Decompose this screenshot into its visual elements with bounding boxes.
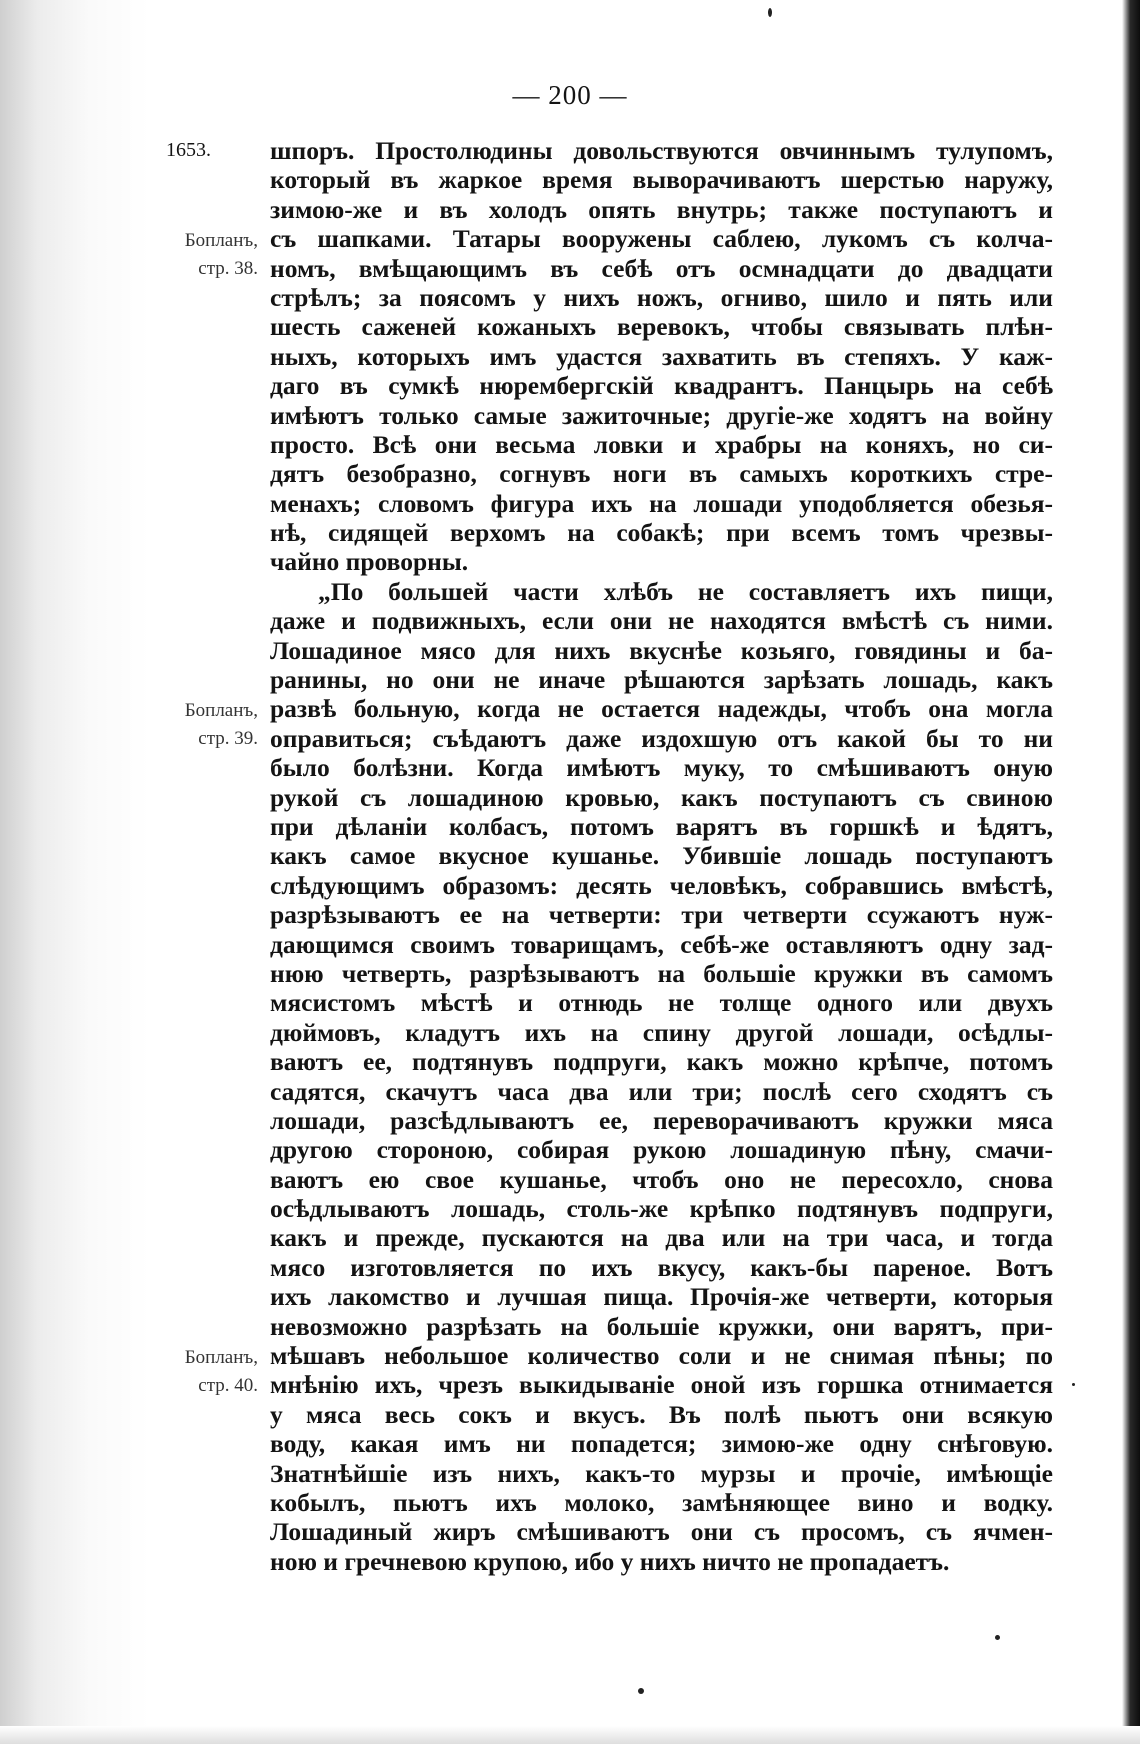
text-line: садятся, скачутъ часа два или три; послѣ сего сходятъ съ	[270, 1076, 1053, 1106]
text-line: мясистомъ мѣстѣ и отнюдь не толще одного или двухъ	[270, 988, 1053, 1018]
text-line: мнѣнію ихъ, чрезъ выкидываніе оной изъ горшка отнимается	[270, 1370, 1053, 1400]
text-line: Лошадиное мясо для нихъ вкуснѣе козьяго, говядины и ба-	[270, 635, 1053, 665]
text-line: нюю четверть, разрѣзываютъ на большіе кружки въ самомъ	[270, 958, 1053, 988]
margin-note-page: стр. 38.	[198, 258, 258, 279]
text-line: кобылъ, пьютъ ихъ молоко, замѣняющее вино и водку.	[270, 1487, 1053, 1517]
margin-note-author: Бопланъ,	[184, 230, 258, 251]
scan-speck	[1072, 1383, 1075, 1386]
text-line: какъ и прежде, пускаются на два или на три часа, и тогда	[270, 1223, 1053, 1253]
text-line: Знатнѣйшіе изъ нихъ, какъ-то мурзы и прочіе, имѣющіе	[270, 1458, 1053, 1488]
text-line: у мяса весь сокъ и вкусъ. Въ полѣ пьютъ они всякую	[270, 1399, 1053, 1429]
scan-speck	[995, 1635, 1000, 1640]
text-line: мясо изготовляется по ихъ вкусу, какъ-бы пареное. Вотъ	[270, 1252, 1053, 1282]
text-line: даго въ сумкѣ нюрембергскій квадрантъ. Панцырь на себѣ	[270, 371, 1053, 401]
margin-year: 1653.	[166, 139, 211, 161]
text-line: зимою-же и въ холодъ опять внутрь; также поступаютъ и	[270, 194, 1053, 224]
text-line: имѣютъ только самые зажиточные; другіе-же ходятъ на войну	[270, 400, 1053, 430]
scan-speck	[638, 1688, 644, 1694]
text-line: ваютъ ее, подтянувъ подпруги, какъ можно крѣпче, потомъ	[270, 1047, 1053, 1077]
text-line: просто. Всѣ они весьма ловки и храбры на коняхъ, но си-	[270, 429, 1053, 459]
text-line: при дѣланіи колбасъ, потомъ варятъ въ горшкѣ и ѣдятъ,	[270, 811, 1053, 841]
text-line: ныхъ, которыхъ имъ удастся захватить въ степяхъ. У каж-	[270, 341, 1053, 371]
text-line: съ шапками. Татары вооружены саблею, лукомъ съ колча-	[270, 224, 1053, 254]
text-line-paragraph-end: чайно проворны.	[270, 547, 469, 577]
text-line: дюймовъ, кладутъ ихъ на спину другой лошади, осѣдлы-	[270, 1017, 1053, 1047]
text-line-paragraph-start: „По большей части хлѣбъ не составляетъ ихъ пищи,	[318, 576, 1053, 606]
margin-note-author: Бопланъ,	[184, 700, 258, 721]
text-line: слѣдующимъ образомъ: десять человѣкъ, собравшись вмѣстѣ,	[270, 870, 1053, 900]
text-line: другою стороною, собирая рукою лошадиную пѣну, смачи-	[270, 1135, 1053, 1165]
text-line: даже и подвижныхъ, если они не находятся вмѣстѣ съ ними.	[270, 606, 1053, 636]
text-line: ихъ лакомство и лучшая пища. Прочія-же четверти, которыя	[270, 1282, 1053, 1312]
scan-speck	[768, 8, 772, 17]
text-line: развѣ больную, когда не остается надежды, чтобъ она могла	[270, 694, 1053, 724]
text-line: Лошадиный жиръ смѣшиваютъ они съ просомъ, съ ячмен-	[270, 1517, 1053, 1547]
margin-note-page: стр. 39.	[198, 728, 258, 749]
text-line: было болѣзни. Когда имѣютъ муку, то смѣшиваютъ оную	[270, 753, 1053, 783]
text-line: ранины, но они не иначе рѣшаются зарѣзать лошадь, какъ	[270, 665, 1053, 695]
text-line: дятъ безобразно, согнувъ ноги въ самыхъ короткихъ стре-	[270, 459, 1053, 489]
text-line: ваютъ ею свое кушанье, чтобъ оно не пересохло, снова	[270, 1164, 1053, 1194]
margin-note-source	[164, 227, 258, 283]
text-line: воду, какая имъ ни попадется; зимою-же одну снѣговую.	[270, 1429, 1053, 1459]
text-line-paragraph-end: ною и гречневою крупою, ибо у нихъ ничто не пропадаетъ.	[270, 1546, 950, 1576]
text-line: лошади, разсѣдлываютъ ее, переворачиваютъ кружки мяса	[270, 1105, 1053, 1135]
body-text	[270, 136, 1053, 1576]
text-line: мѣшавъ небольшое количество соли и не снимая пѣны; по	[270, 1341, 1053, 1371]
text-line: разрѣзываютъ ее на четверти: три четверти ссужаютъ нуж-	[270, 900, 1053, 930]
text-line: осѣдлываютъ лошадь, столь-же крѣпко подтянувъ подпруги,	[270, 1194, 1053, 1224]
page-number: — 200 —	[512, 80, 628, 110]
margin-note-page: стр. 40.	[198, 1375, 258, 1396]
text-line: оправиться; съѣдаютъ даже издохшую отъ какой бы то ни	[270, 723, 1053, 753]
text-line: дающимся своимъ товарищамъ, себѣ-же оставляютъ одну зад-	[270, 929, 1053, 959]
margin-note-source	[164, 1344, 258, 1400]
text-line: который въ жаркое время выворачиваютъ шерстью наружу,	[270, 165, 1053, 195]
text-line: шесть саженей кожаныхъ веревокъ, чтобы связывать плѣн-	[270, 312, 1053, 342]
text-line: нѣ, сидящей верхомъ на собакѣ; при всемъ томъ чрезвы-	[270, 518, 1053, 548]
margin-note-source	[164, 697, 258, 753]
text-line: какъ самое вкусное кушанье. Убившіе лошадь поступаютъ	[270, 841, 1053, 871]
text-line: шпоръ. Простолюдины довольствуются овчиннымъ тулупомъ,	[270, 136, 1053, 165]
text-line: стрѣлъ; за поясомъ у нихъ ножъ, огниво, шило и пять или	[270, 282, 1053, 312]
text-line: менахъ; словомъ фигура ихъ на лошади уподобляется обезья-	[270, 488, 1053, 518]
margin-note-author: Бопланъ,	[184, 1347, 258, 1368]
text-line: рукой съ лошадиною кровью, какъ поступаютъ съ свиною	[270, 782, 1053, 812]
text-line: номъ, вмѣщающимъ въ себѣ отъ осмнадцати до двадцати	[270, 253, 1053, 283]
text-line: невозможно разрѣзать на большіе кружки, они варятъ, при-	[270, 1311, 1053, 1341]
